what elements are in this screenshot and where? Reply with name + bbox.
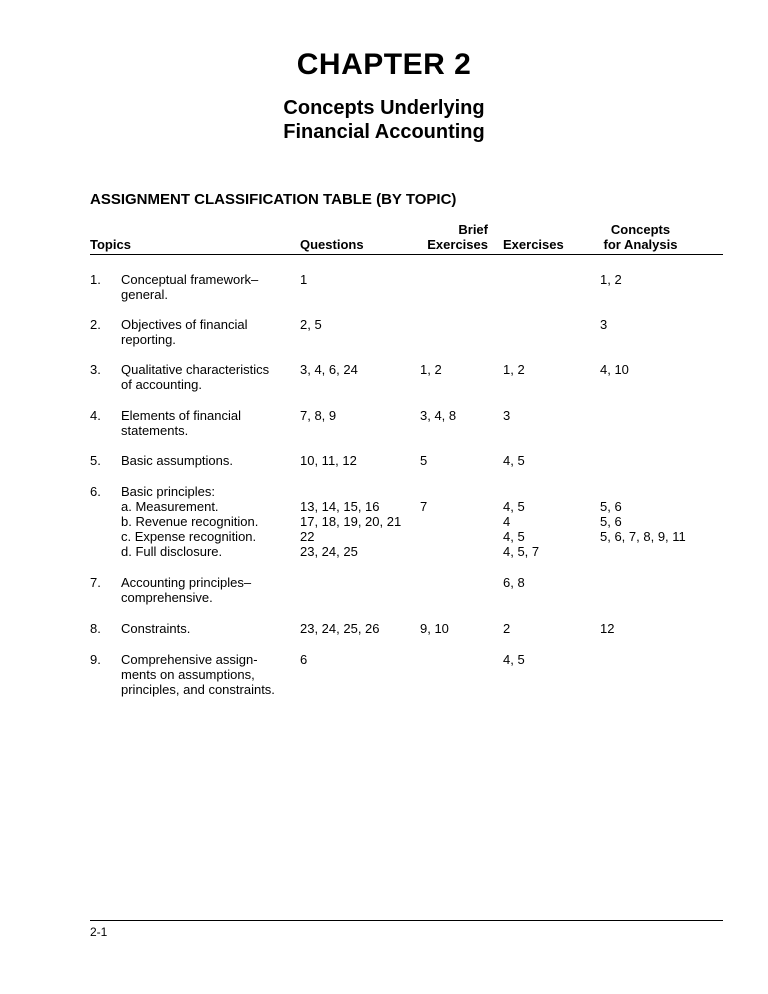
- topic-cell: Elements of financial statements.: [121, 408, 241, 438]
- topic-cell: Accounting principles– comprehensive.: [121, 575, 252, 605]
- header-topics: Topics: [90, 237, 131, 252]
- chapter-title: CHAPTER 2: [296, 48, 472, 81]
- exercises-cell: 2: [503, 621, 511, 636]
- questions-cell: 2, 5: [300, 317, 322, 332]
- exercises-cell: 4, 5 4 4, 5 4, 5, 7: [503, 499, 540, 559]
- row-number: 6.: [90, 484, 101, 499]
- header-concepts-for-analysis: [598, 222, 683, 252]
- header-brief-line-1: Brief: [458, 222, 488, 237]
- concepts-cell: 5, 6 5, 6 5, 6, 7, 8, 9, 11: [600, 499, 686, 544]
- exercises-cell: 6, 8: [503, 575, 525, 590]
- row-number: 4.: [90, 408, 101, 423]
- header-questions: Questions: [300, 237, 364, 252]
- chapter-subtitle: [0, 96, 768, 144]
- questions-cell: 23, 24, 25, 26: [300, 621, 380, 636]
- topic-cell: Constraints.: [121, 621, 191, 636]
- row-number: 2.: [90, 317, 101, 332]
- header-brief-line-2: Exercises: [427, 237, 488, 252]
- row-number: 8.: [90, 621, 101, 636]
- section-title: ASSIGNMENT CLASSIFICATION TABLE (BY TOPIC): [90, 191, 457, 208]
- topic-cell: Qualitative characteristics of accounting.: [121, 362, 270, 392]
- brief-exercises-cell: 5: [420, 453, 428, 468]
- row-number: 3.: [90, 362, 101, 377]
- topic-cell: Comprehensive assign- ments on assumptions, principles, and constraints.: [121, 652, 275, 697]
- questions-cell: 7, 8, 9: [300, 408, 337, 423]
- row-number: 5.: [90, 453, 101, 468]
- header-exercises: Exercises: [503, 237, 564, 252]
- page-number: 2-1: [90, 925, 108, 939]
- concepts-cell: 3: [600, 317, 608, 332]
- brief-exercises-cell: 1, 2: [420, 362, 442, 377]
- exercises-cell: 1, 2: [503, 362, 525, 377]
- footer-rule: [90, 920, 723, 921]
- subtitle-line-1: Concepts Underlying: [283, 97, 485, 119]
- topic-cell: Basic principles: a. Measurement. b. Revenue recognition. c. Expense recognition. d. Full disclosure.: [121, 484, 259, 559]
- topic-cell: Conceptual framework– general.: [121, 272, 259, 302]
- topic-cell: Objectives of financial reporting.: [121, 317, 248, 347]
- questions-cell: 6: [300, 652, 308, 667]
- questions-cell: 13, 14, 15, 16 17, 18, 19, 20, 21 22 23, 24, 25: [300, 499, 402, 559]
- header-brief-exercises: [418, 222, 488, 252]
- brief-exercises-cell: 9, 10: [420, 621, 449, 636]
- topic-cell: Basic assumptions.: [121, 453, 233, 468]
- exercises-cell: 4, 5: [503, 453, 525, 468]
- row-number: 9.: [90, 652, 101, 667]
- concepts-cell: 12: [600, 621, 615, 636]
- subtitle-line-2: Financial Accounting: [283, 121, 485, 143]
- header-concepts-line-1: Concepts: [610, 222, 671, 237]
- row-number: 1.: [90, 272, 101, 287]
- questions-cell: 3, 4, 6, 24: [300, 362, 358, 377]
- questions-cell: 1: [300, 272, 308, 287]
- row-number: 7.: [90, 575, 101, 590]
- exercises-cell: 4, 5: [503, 652, 525, 667]
- questions-cell: 10, 11, 12: [300, 453, 357, 468]
- concepts-cell: 1, 2: [600, 272, 622, 287]
- header-concepts-line-2: for Analysis: [603, 237, 678, 252]
- exercises-cell: 3: [503, 408, 511, 423]
- header-rule: [90, 254, 723, 255]
- brief-exercises-cell: 7: [420, 499, 428, 514]
- concepts-cell: 4, 10: [600, 362, 629, 377]
- brief-exercises-cell: 3, 4, 8: [420, 408, 457, 423]
